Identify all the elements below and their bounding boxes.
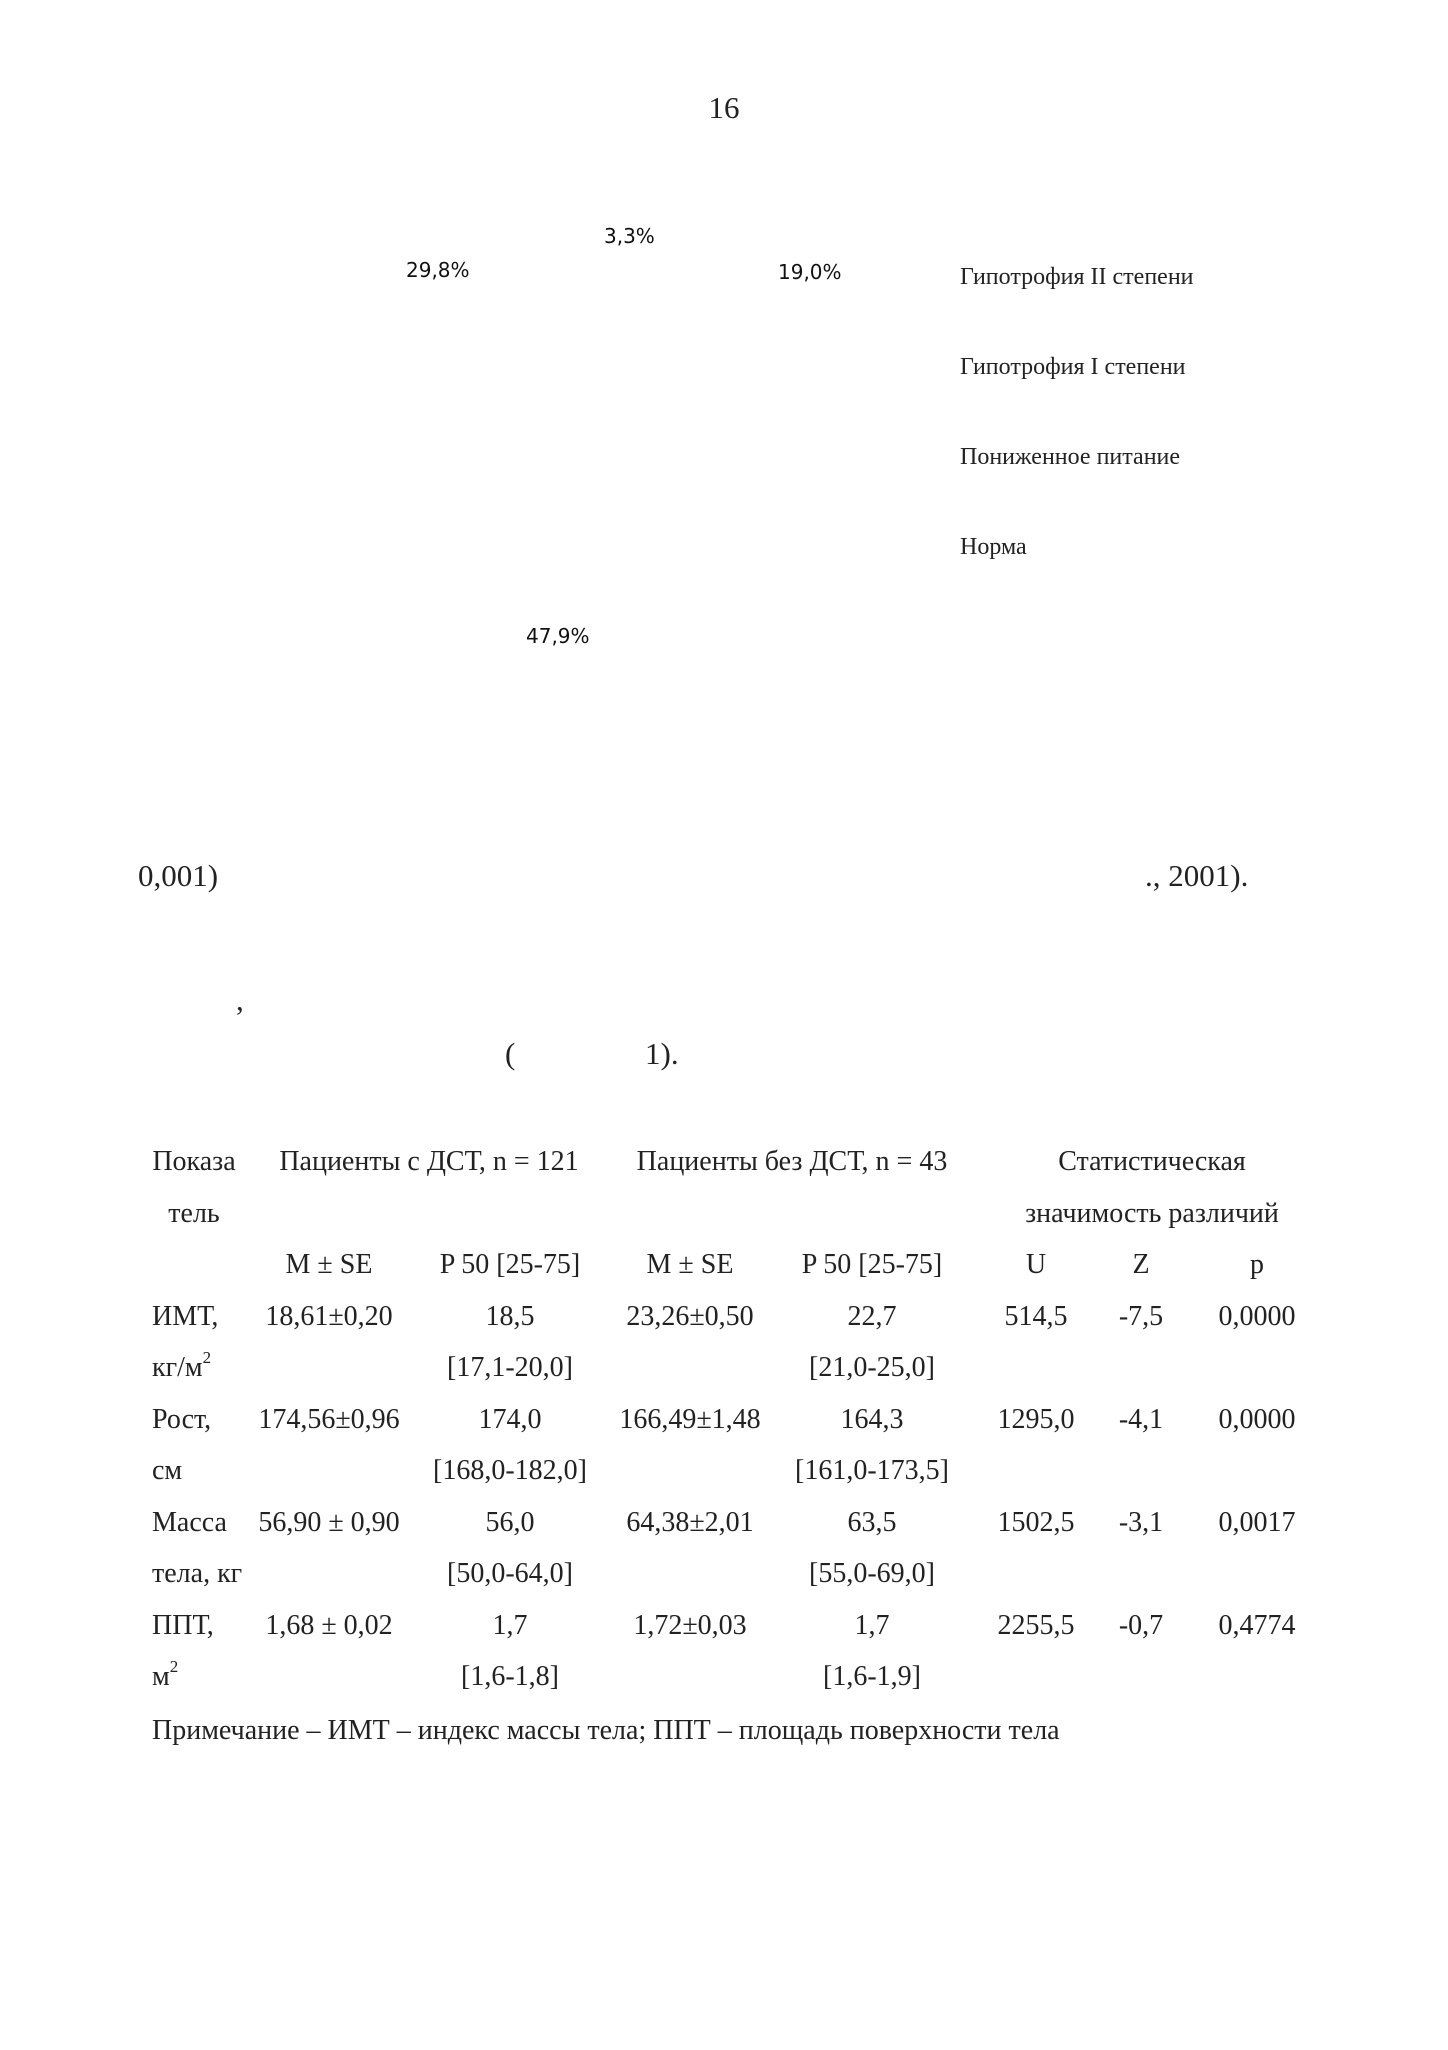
empty-cell [140,1239,248,1291]
empty-cell [610,1548,770,1600]
header-cell: p [1250,1249,1265,1280]
cell-nodst-mean: 1,72±0,03 [633,1609,747,1641]
text-fragment: ., 2001). [1145,858,1249,893]
cell-nodst-mean: 23,26±0,50 [626,1300,754,1332]
header-cell: Статистическая [1058,1146,1246,1177]
header-cell: P 50 [25-75] [801,1249,943,1280]
table-subheader-row [140,1239,1330,1291]
empty-cell [248,1445,410,1497]
row-label: Масса [152,1506,227,1538]
pie-data-label: 19,0% [778,260,842,284]
table-header-row [140,1136,1330,1188]
header-cell: M ± SE [646,1249,734,1280]
empty-cell [610,1342,770,1394]
header-cell: Показа [152,1146,236,1177]
cell-nodst-mean: 166,49±1,48 [619,1403,761,1435]
empty-cell [974,1342,1330,1394]
row-label-unit: $м^2$ [152,1657,179,1692]
text-fragment: ( [505,1036,516,1071]
cell-nodst-median: 1,7 [854,1609,890,1641]
header-cell: Z [1132,1249,1150,1280]
cell-dst-iqr: [50,0-64,0] [447,1558,573,1589]
header-cell: U [1025,1249,1047,1280]
cell-dst-median: 18,5 [485,1300,535,1332]
legend-entry: Пониженное питание [960,444,1181,470]
cell-u: 514,5 [1004,1300,1068,1332]
pie-data-label: 29,8% [406,258,470,282]
table-row [140,1548,1330,1600]
header-cell: тель [168,1197,220,1229]
cell-p: 0,0000 [1218,1403,1296,1435]
table-row [140,1291,1330,1343]
cell-dst-mean: 1,68 ± 0,02 [265,1609,393,1641]
cell-p: 0,0000 [1218,1300,1296,1332]
cell-z: -4,1 [1118,1403,1164,1435]
cell-nodst-median: 164,3 [840,1403,904,1435]
cell-u: 2255,5 [997,1609,1075,1641]
cell-p: 0,0017 [1218,1506,1296,1538]
header-cell: P 50 [25-75] [439,1249,581,1280]
cell-dst-iqr: [168,0-182,0] [433,1455,587,1486]
text-fragment: 0,001) [138,858,219,893]
cell-nodst-iqr: [21,0-25,0] [809,1352,935,1383]
empty-cell [974,1445,1330,1497]
cell-nodst-iqr: [55,0-69,0] [809,1558,935,1589]
row-label-unit: тела, кг [152,1558,243,1589]
cell-nodst-iqr: [1,6-1,9] [823,1661,921,1692]
data-table [140,1136,1330,1703]
page-number: 16 [708,90,740,125]
empty-cell [610,1651,770,1703]
header-cell: M ± SE [285,1249,373,1280]
empty-cell [248,1651,410,1703]
legend-entry: Гипотрофия II степени [960,264,1194,290]
row-label-unit: см [152,1455,183,1486]
cell-z: -3,1 [1118,1506,1164,1538]
cell-z: -0,7 [1118,1609,1164,1641]
table-row [140,1394,1330,1446]
header-cell: значимость различий [1025,1197,1279,1229]
cell-dst-median: 1,7 [492,1609,528,1641]
empty-cell [974,1651,1330,1703]
table-row [140,1600,1330,1652]
pie-data-label: 47,9% [526,624,590,648]
empty-cell [248,1188,974,1240]
empty-cell [974,1548,1330,1600]
empty-cell [610,1445,770,1497]
table-note: Примечание – ИМТ – индекс массы тела; ППТ – площадь поверхности тела [152,1715,1060,1746]
cell-dst-median: 174,0 [478,1403,542,1435]
text-fragment: , [236,982,244,1017]
legend-entry: Гипотрофия I степени [960,354,1186,380]
cell-p: 0,4774 [1218,1609,1296,1641]
cell-dst-mean: 18,61±0,20 [265,1300,393,1332]
legend-entry: Норма [960,534,1027,560]
row-label: ППТ, [152,1609,214,1641]
cell-nodst-median: 63,5 [847,1506,897,1538]
table-row [140,1651,1330,1703]
cell-u: 1295,0 [997,1403,1075,1435]
cell-z: -7,5 [1118,1300,1164,1332]
empty-cell [248,1342,410,1394]
empty-cell [248,1548,410,1600]
cell-dst-iqr: [17,1-20,0] [447,1352,573,1383]
cell-dst-mean: 56,90 ± 0,90 [258,1506,400,1538]
table-header-row [140,1188,1330,1240]
header-cell: Пациенты с ДСТ, n = 121 [279,1146,579,1177]
row-label: Рост, [152,1403,212,1435]
row-label-unit: $кг/м^2$ [152,1348,212,1383]
pie-data-label: 3,3% [604,224,655,248]
table-row [140,1342,1330,1394]
cell-nodst-iqr: [161,0-173,5] [795,1455,949,1486]
cell-nodst-median: 22,7 [847,1300,897,1332]
cell-dst-mean: 174,56±0,96 [258,1403,400,1435]
table-row [140,1445,1330,1497]
table-row [140,1497,1330,1549]
cell-nodst-mean: 64,38±2,01 [626,1506,754,1538]
cell-u: 1502,5 [997,1506,1075,1538]
header-cell: Пациенты без ДСТ, n = 43 [636,1146,948,1177]
row-label: ИМТ, [152,1300,219,1332]
cell-dst-median: 56,0 [485,1506,535,1538]
cell-dst-iqr: [1,6-1,8] [461,1661,559,1692]
text-fragment: 1). [645,1036,679,1071]
